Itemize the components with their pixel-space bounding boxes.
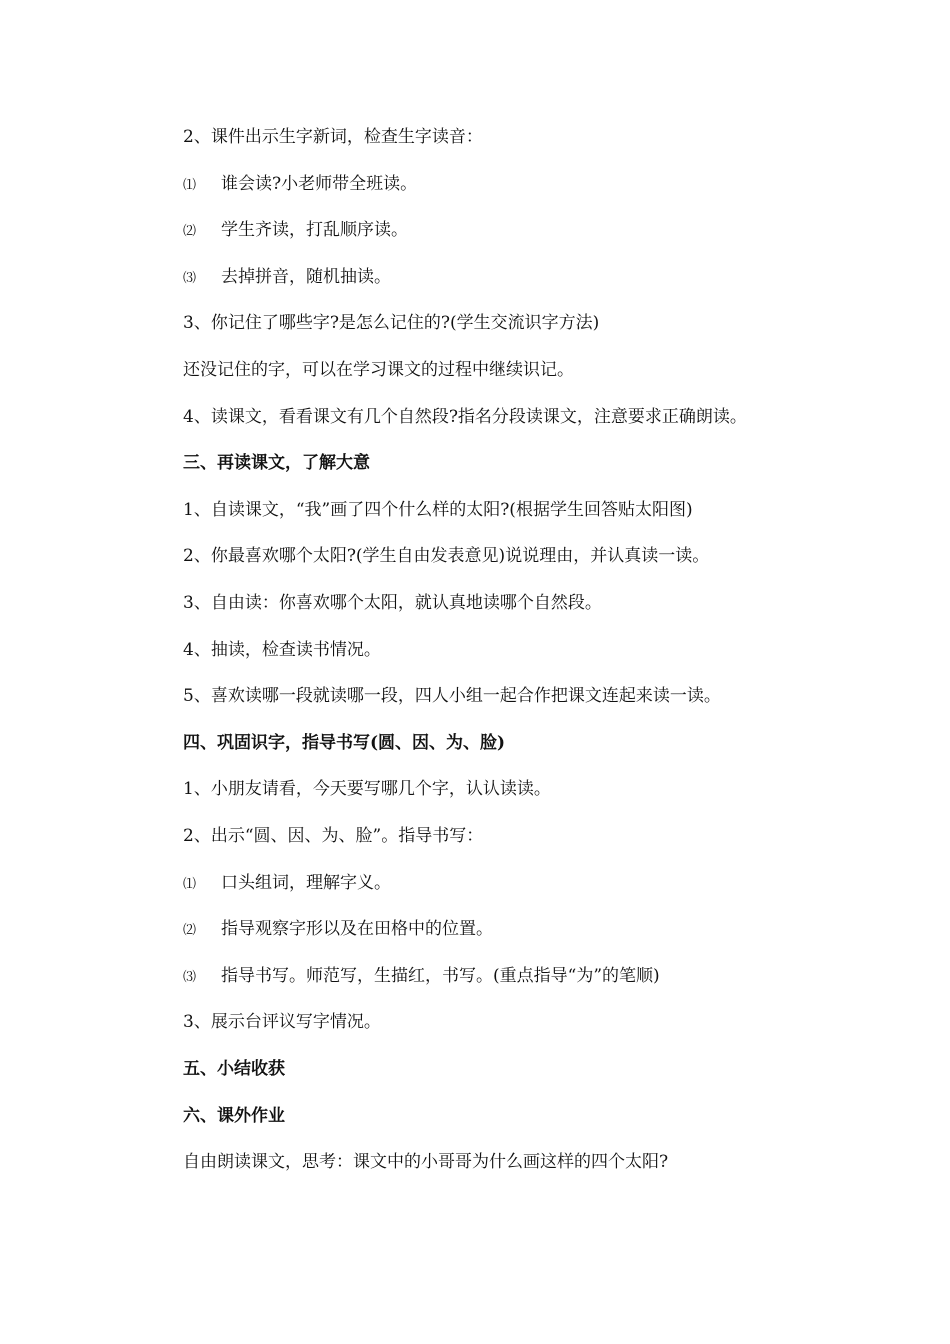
line-text: 4、抽读，检查读书情况。 [183, 640, 381, 660]
paragraph-line [183, 1007, 923, 1037]
list-item [183, 169, 923, 199]
line-text: 2、你最喜欢哪个太阳?(学生自由发表意见)说说理由，并认真读一读。 [183, 546, 710, 566]
list-item-number: ⑵ [183, 923, 197, 938]
line-text: 谁会读?小老师带全班读。 [221, 174, 418, 194]
list-item [183, 868, 923, 898]
line-text: 1、自读课文，“我”画了四个什么样的太阳?(根据学生回答贴太阳图) [183, 500, 693, 520]
list-item [183, 215, 923, 245]
line-text: 3、你记住了哪些字?是怎么记住的?(学生交流识字方法) [183, 313, 600, 333]
line-text: 四、巩固识字，指导书写(圆、因、为、脸) [183, 733, 506, 753]
line-text: 指导观察字形以及在田格中的位置。 [221, 919, 493, 939]
paragraph-line [183, 821, 923, 851]
list-item [183, 961, 923, 991]
paragraph-line [183, 308, 923, 338]
line-text: 3、展示台评议写字情况。 [183, 1012, 381, 1032]
line-text: 三、再读课文，了解大意 [183, 453, 370, 473]
line-text: 口头组词，理解字义。 [221, 873, 391, 893]
paragraph-line [183, 495, 923, 525]
line-text: 2、出示“圆、因、为、脸”。指导书写： [183, 826, 484, 846]
line-text: 还没记住的字，可以在学习课文的过程中继续识记。 [183, 360, 574, 380]
line-text: 自由朗读课文，思考：课文中的小哥哥为什么画这样的四个太阳? [183, 1152, 669, 1172]
list-item-number: ⑶ [183, 970, 197, 985]
section-heading [183, 1054, 923, 1084]
paragraph-line [183, 635, 923, 665]
paragraph-line [183, 122, 923, 152]
line-text: 1、小朋友请看，今天要写哪几个字，认认读读。 [183, 779, 551, 799]
list-item-number: ⑴ [183, 877, 197, 892]
line-text: 学生齐读，打乱顺序读。 [221, 220, 408, 240]
list-item-number: ⑴ [183, 178, 197, 193]
line-text: 指导书写。师范写，生描红，书写。(重点指导“为”的笔顺) [221, 966, 660, 986]
list-item-number: ⑵ [183, 224, 197, 239]
line-text: 5、喜欢读哪一段就读哪一段，四人小组一起合作把课文连起来读一读。 [183, 686, 721, 706]
section-heading [183, 728, 923, 758]
paragraph-line [183, 588, 923, 618]
line-text: 五、小结收获 [183, 1059, 285, 1079]
list-item-number: ⑶ [183, 271, 197, 286]
section-heading [183, 448, 923, 478]
line-text: 4、读课文，看看课文有几个自然段?指名分段读课文，注意要求正确朗读。 [183, 407, 747, 427]
line-text: 2、课件出示生字新词，检查生字读音： [183, 127, 483, 147]
paragraph-line [183, 355, 923, 385]
line-text: 六、课外作业 [183, 1106, 285, 1126]
list-item [183, 262, 923, 292]
list-item [183, 914, 923, 944]
paragraph-line [183, 1147, 923, 1177]
line-text: 去掉拼音，随机抽读。 [221, 267, 391, 287]
section-heading [183, 1101, 923, 1131]
paragraph-line [183, 402, 923, 432]
paragraph-line [183, 541, 923, 571]
paragraph-line [183, 681, 923, 711]
paragraph-line [183, 774, 923, 804]
line-text: 3、自由读：你喜欢哪个太阳，就认真地读哪个自然段。 [183, 593, 602, 613]
